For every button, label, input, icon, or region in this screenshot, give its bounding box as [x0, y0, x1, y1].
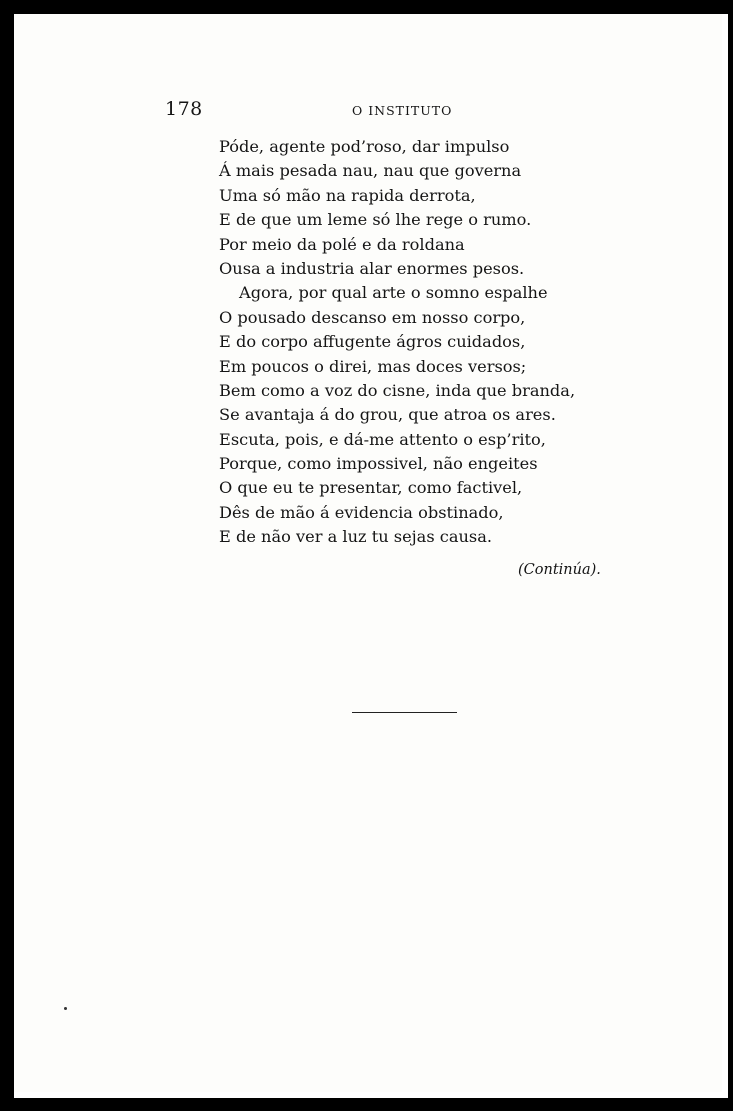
poem-line: Ousa a industria alar enormes pesos. [219, 258, 525, 278]
poem-line: Por meio da polé e da roldana [219, 234, 465, 254]
poem-text [219, 135, 575, 550]
running-title: O INSTITUTO [352, 103, 453, 118]
poem-line: Á mais pesada nau, nau que governa [219, 161, 522, 181]
poem-line: Bem como a voz do cisne, inda que branda, [219, 380, 576, 400]
poem-line: Póde, agente pod’roso, dar impulso [219, 137, 510, 156]
scan-speck [64, 1007, 67, 1010]
section-divider [352, 712, 457, 713]
continuation-note: (Continúa). [518, 562, 601, 578]
poem-line: Em poucos o direi, mas doces versos; [219, 356, 527, 376]
poem-line: E de não ver a luz tu sejas causa. [219, 527, 493, 547]
poem-line: Agora, por qual arte o somno espalhe [239, 283, 548, 303]
poem-line: E de que um leme só lhe rege o rumo. [219, 210, 532, 230]
book-page [14, 14, 722, 1092]
poem-line: O que eu te presentar, como factivel, [219, 478, 523, 498]
page-number: 178 [165, 98, 203, 120]
poem-line: Porque, como impossivel, não engeites [219, 454, 538, 474]
poem-line: Escuta, pois, e dá-me attento o esp’rito, [219, 429, 546, 449]
poem-line: E do corpo affugente ágros cuidados, [219, 332, 526, 352]
poem-line: Se avantaja á do grou, que atroa os ares. [219, 405, 556, 425]
page-edge-bottom [14, 1092, 728, 1098]
poem-line: O pousado descanso em nosso corpo, [219, 307, 526, 327]
poem-line: Uma só mão na rapida derrota, [219, 185, 476, 205]
poem-line: Dês de mão á evidencia obstinado, [219, 502, 504, 522]
page-edge-right [722, 14, 728, 1098]
